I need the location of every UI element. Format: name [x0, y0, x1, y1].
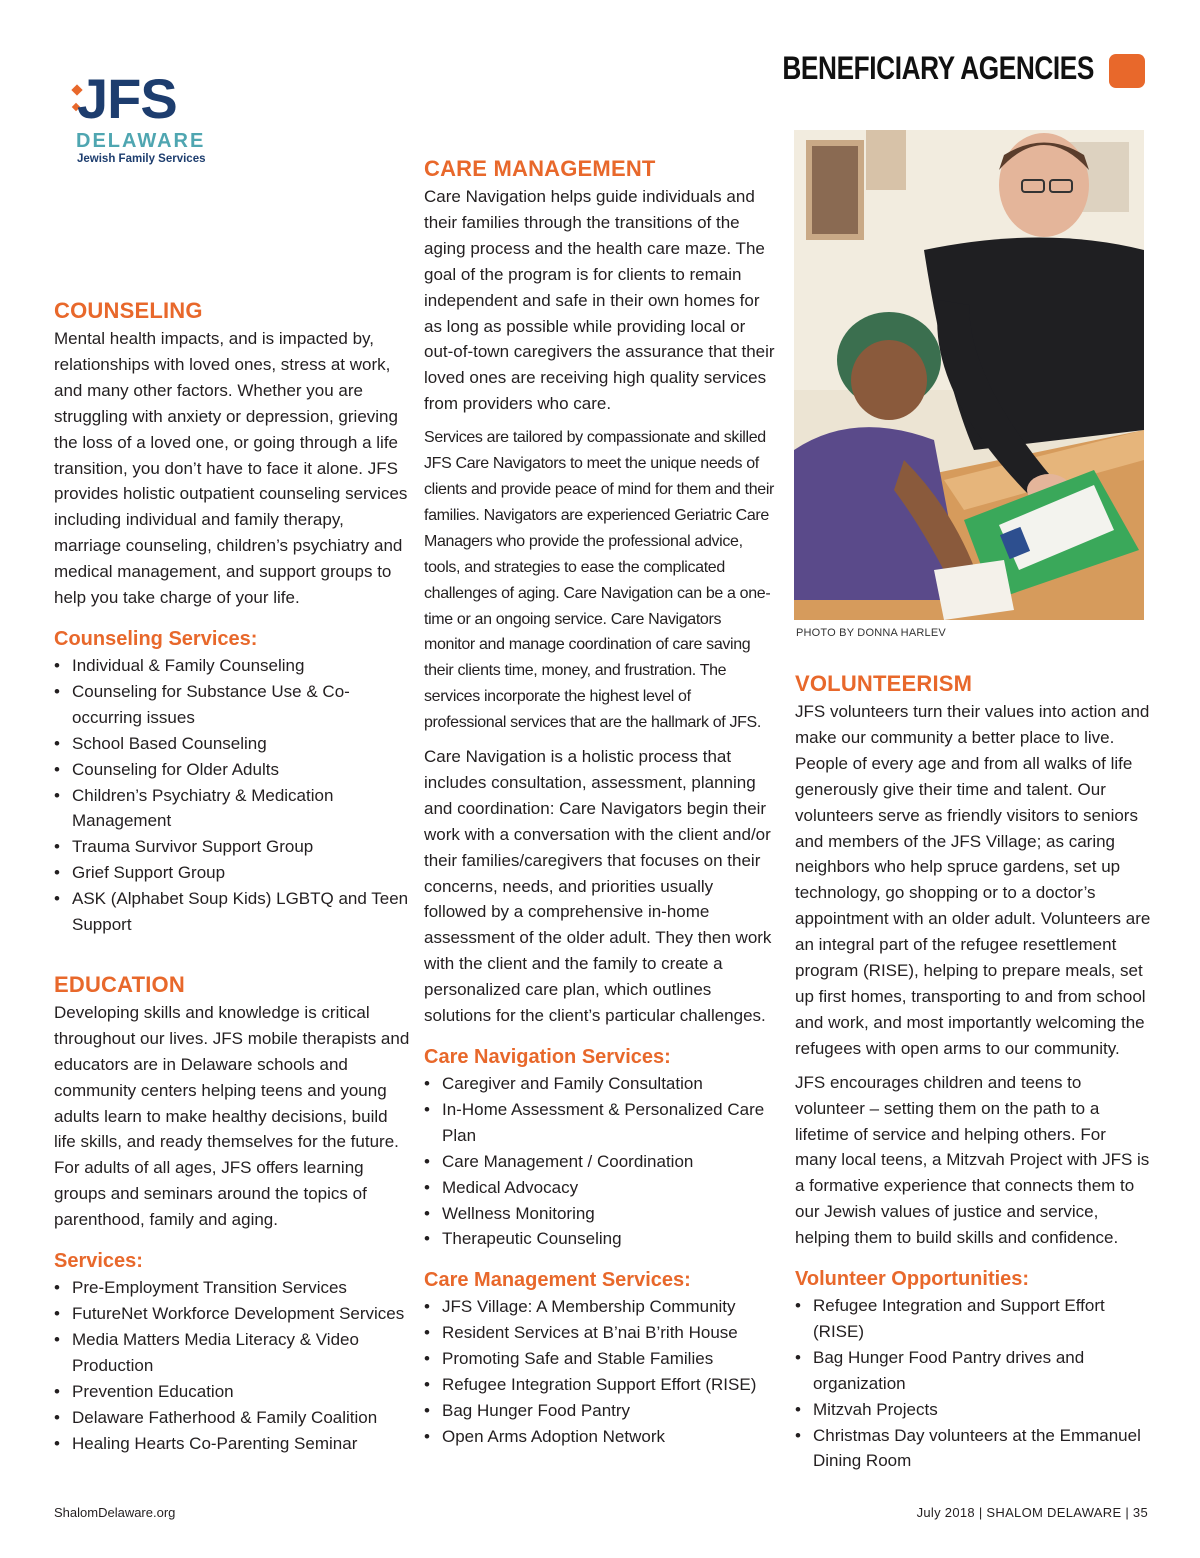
list-item: • Media Matters Media Literacy & Video Production [54, 1327, 410, 1379]
list-item: • Delaware Fatherhood & Family Coalition [54, 1405, 410, 1431]
counseling-body: Mental health impacts, and is impacted by, relationships with loved ones, stress at work, and many other factors. Whether you are struggling with anxiety or depression, grieving the loss of a loved one, or going through a life transition, you don’t have to face it alone. JFS provides holistic outpatient counseling services including individual and family therapy, marriage counseling, children’s psychiatry and medical management, and support groups to help you take charge of your life. [54, 329, 408, 608]
list-item: • Bag Hunger Food Pantry drives and organization [795, 1345, 1151, 1397]
column-left [54, 296, 410, 1456]
logo-wordmark: JFS [77, 67, 177, 130]
counseling-services-list [54, 653, 410, 938]
list-item: • Christmas Day volunteers at the Emmanuel Dining Room [795, 1423, 1151, 1475]
list-item: • FutureNet Workforce Development Services [54, 1301, 410, 1327]
logo-tagline: Jewish Family Services [77, 153, 206, 165]
list-item: • Healing Hearts Co-Parenting Seminar [54, 1431, 410, 1457]
section-color-tab [1109, 54, 1145, 88]
care-navigation-services-list [424, 1071, 776, 1252]
list-item: • Grief Support Group [54, 860, 410, 886]
list-item: • In-Home Assessment & Personalized Care Plan [424, 1097, 776, 1149]
list-item: • Therapeutic Counseling [424, 1226, 776, 1252]
education-services-list [54, 1275, 410, 1456]
volunteer-photo [794, 130, 1144, 620]
volunteer-opportunities-heading: Volunteer Opportunities: [795, 1268, 1030, 1291]
education-body-1: Developing skills and knowledge is critical throughout our lives. JFS mobile therapists and educators are in Delaware schools and community centers helping teens and young adults learn to make healthy decisions, build life skills, and ready themselves for the future. [54, 1002, 410, 1152]
care-paragraph-1: Care Navigation helps guide individuals and their families through the transitions of the aging process and the health care maze. The goal of the program is for clients to remain independent and safe in their own homes for as long as possible while providing local or out-of-town caregivers the assurance that their loved ones are receiving high quality services from providers who care. [424, 187, 775, 414]
section-header-title: BENEFICIARY AGENCIES [782, 50, 1094, 86]
list-item: • Caregiver and Family Consultation [424, 1071, 776, 1097]
care-management-services-heading: Care Management Services: [424, 1269, 691, 1292]
volunteerism-paragraph-1: JFS volunteers turn their values into action and make our community a better place to live. People of every age and from all walks of life generously give their time and talent. Our volunteers serve as friendly visitors to seniors and members of the JFS Village; as caring neighbors who help spruce gardens, set up technology, go shopping or to a doctor’s appointment with an older adult. Volunteers are an integral part of the refugee resettlement program (RISE), helping to prepare meals, set up first homes, transporting to and from school and work, and most importantly welcoming the refugees with open arms to our community. [795, 702, 1151, 1058]
education-body-2: For adults of all ages, JFS offers learning groups and seminars around the topics of parenthood, family and aging. [54, 1158, 367, 1230]
education-services-heading: Services: [54, 1250, 143, 1273]
list-item: • Mitzvah Projects [795, 1397, 1151, 1423]
column-right [795, 669, 1151, 1474]
footer-website: ShalomDelaware.org [54, 1505, 176, 1520]
care-navigation-services-heading: Care Navigation Services: [424, 1046, 671, 1068]
footer-issue-page: July 2018 | SHALOM DELAWARE | 35 [916, 1505, 1148, 1520]
list-item: • Care Management / Coordination [424, 1149, 776, 1175]
education-heading: EDUCATION [54, 971, 185, 997]
care-paragraph-3: Care Navigation is a holistic process that includes consultation, assessment, planning and coordination: Care Navigators begin their work with a conversation with the client and/or their families/caregivers that focuses on their concerns, needs, and priorities usually followed by a comprehensive in-home assessment of the older adult. They then work with the client and the family to create a personalized care plan, which outlines solutions for the client’s particular challenges. [424, 747, 772, 1026]
list-item: • Counseling for Substance Use & Co-occurring issues [54, 679, 410, 731]
list-item: • JFS Village: A Membership Community [424, 1294, 776, 1320]
logo-region: DELAWARE [76, 130, 206, 152]
list-item: • ASK (Alphabet Soup Kids) LGBTQ and Teen Support [54, 886, 410, 938]
care-paragraph-2: Services are tailored by compassionate and skilled JFS Care Navigators to meet the unique needs of clients and provide peace of mind for them and their families. Navigators are experienced Geriatric Care Managers who provide the professional advice, tools, and strategies to ease the complicated challenges of aging. Care Navigation can be a one-time or an ongoing service. Care Navigators monitor and manage coordination of care saving their clients time, money, and frustration. The services incorporate the highest level of professional services that are the hallmark of JFS. [424, 429, 775, 732]
list-item: • School Based Counseling [54, 731, 410, 757]
jfs-delaware-logo [73, 67, 213, 174]
list-item: • Open Arms Adoption Network [424, 1424, 776, 1450]
list-item: • Bag Hunger Food Pantry [424, 1398, 776, 1424]
counseling-services-heading: Counseling Services: [54, 627, 258, 650]
volunteer-opportunities-list [795, 1293, 1151, 1474]
list-item: • Pre-Employment Transition Services [54, 1275, 410, 1301]
list-item: • Resident Services at B’nai B’rith House [424, 1320, 776, 1346]
list-item: • Individual & Family Counseling [54, 653, 410, 679]
care-management-services-list [424, 1294, 776, 1449]
care-management-heading: CARE MANAGEMENT [424, 156, 656, 181]
list-item: • Prevention Education [54, 1379, 410, 1405]
volunteerism-paragraph-2: JFS encourages children and teens to volunteer – setting them on the path to a lifetime of service and helping others. For many local teens, a Mitzvah Project with JFS is a formative experience that connects them to our Jewish values of justice and service, helping them to build skills and confidence. [795, 1072, 1150, 1248]
list-item: • Counseling for Older Adults [54, 757, 410, 783]
list-item: • Wellness Monitoring [424, 1201, 776, 1227]
counseling-heading: COUNSELING [54, 298, 203, 323]
list-item: • Children’s Psychiatry & Medication Management [54, 783, 410, 835]
column-middle [424, 154, 776, 1450]
list-item: • Refugee Integration Support Effort (RISE) [424, 1372, 776, 1398]
list-item: • Trauma Survivor Support Group [54, 834, 410, 860]
photo-credit: PHOTO BY DONNA HARLEV [796, 627, 946, 639]
volunteerism-heading: VOLUNTEERISM [795, 671, 973, 696]
list-item: • Refugee Integration and Support Effort (RISE) [795, 1293, 1151, 1345]
list-item: • Medical Advocacy [424, 1175, 776, 1201]
list-item: • Promoting Safe and Stable Families [424, 1346, 776, 1372]
